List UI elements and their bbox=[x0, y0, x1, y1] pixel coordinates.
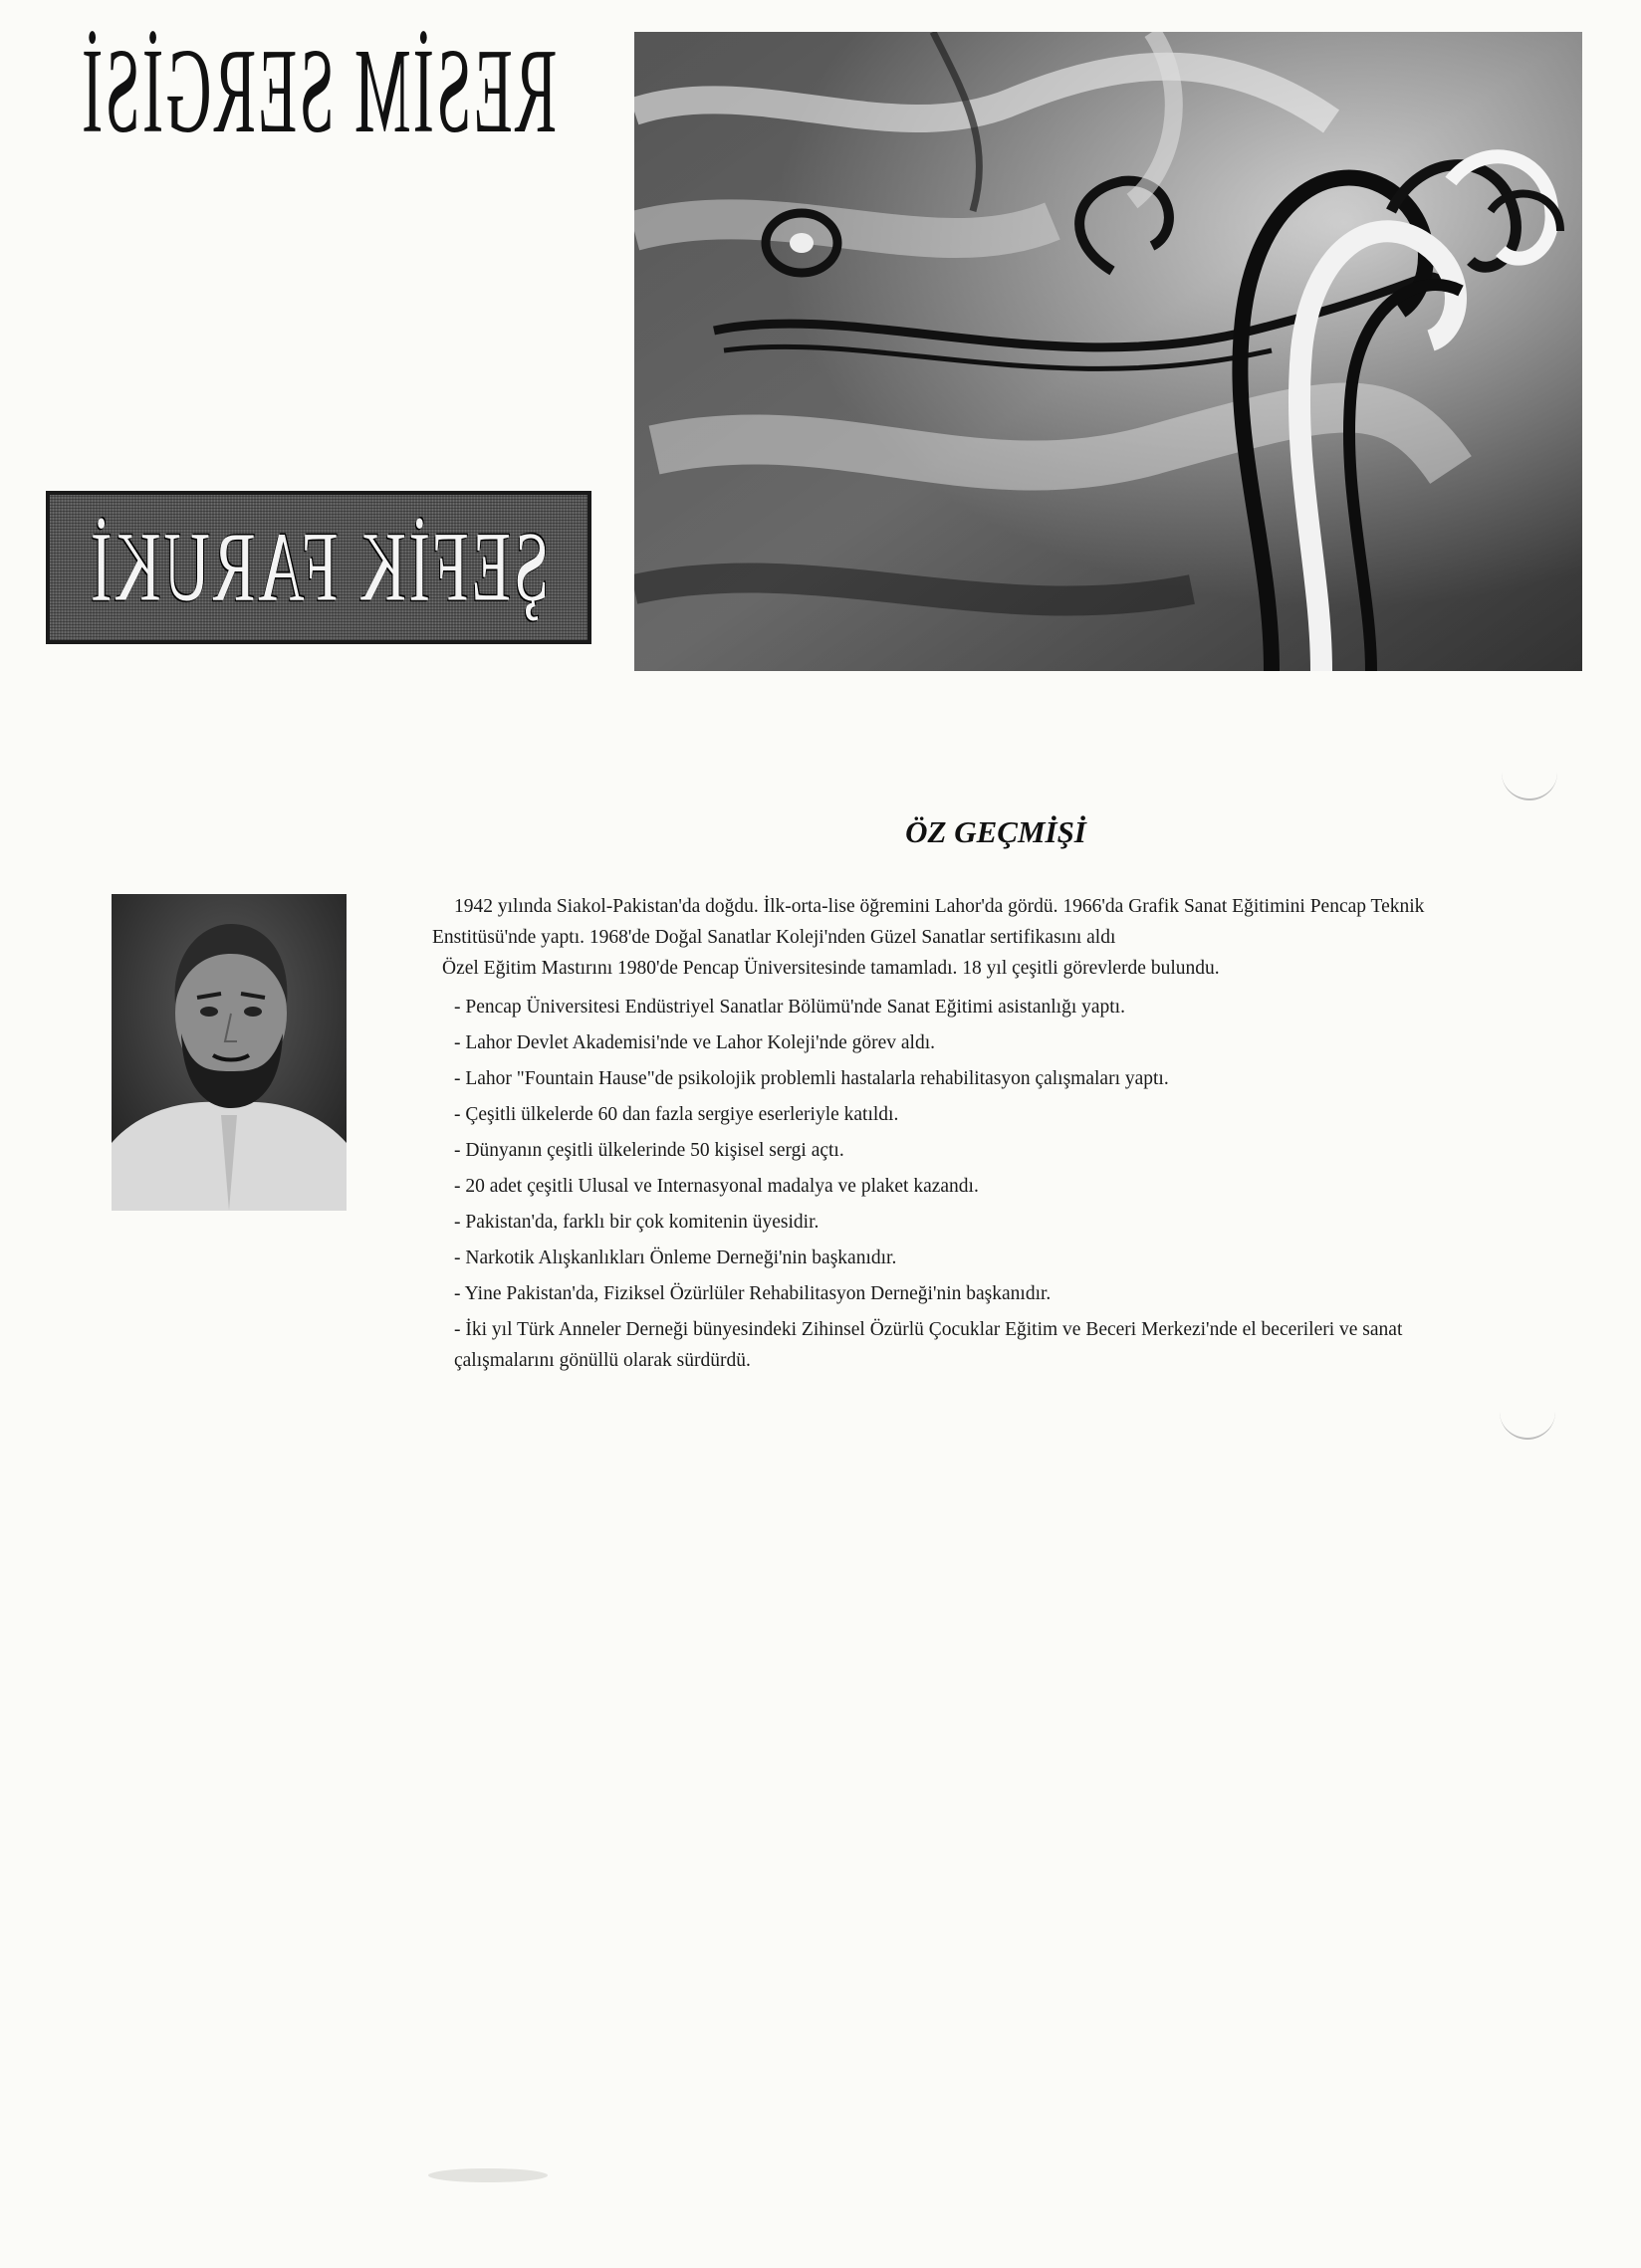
painting-image bbox=[634, 32, 1582, 671]
header-title-text: RESİM SERGİSİ bbox=[80, 23, 558, 158]
portrait-photo bbox=[112, 894, 347, 1211]
list-item: - Lahor "Fountain Hause"de psikolojik problemli hastalarla rehabilitasyon çalışmaları yaptı. bbox=[454, 1068, 1169, 1089]
list-item: - Lahor Devlet Akademisi'nde ve Lahor Koleji'nde görev aldı. bbox=[454, 1032, 935, 1053]
painting-art bbox=[634, 32, 1582, 671]
list-item: - Pakistan'da, farklı bir çok komitenin üyesidir. bbox=[454, 1212, 820, 1233]
list-item: - Yine Pakistan'da, Fiziksel Özürlüler Rehabilitasyon Derneği'nin başkanıdır. bbox=[454, 1283, 1052, 1304]
list-item: - Çeşitli ülkelerde 60 dan fazla sergiye eserleriyle katıldı. bbox=[454, 1104, 899, 1125]
portrait-art bbox=[112, 894, 347, 1211]
paper-scuff bbox=[428, 2168, 548, 2182]
list-item: - Dünyanın çeşitli ülkelerinde 50 kişisel sergi açtı. bbox=[454, 1140, 844, 1161]
artist-name-text: ŞEFİK FARUKİ bbox=[88, 512, 550, 622]
header-title bbox=[40, 2, 597, 181]
list-item: - İki yıl Türk Anneler Derneği bünyesindeki Zihinsel Özürlü Çocuklar Eğitim ve Beceri Merkezi'nde el becerileri ve sanat çalışmalarını gönüllü olarak sürdürdü. bbox=[454, 1319, 1403, 1371]
bio-list bbox=[432, 992, 1463, 1376]
binder-hole-bottom bbox=[1500, 1406, 1555, 1440]
list-item: - Narkotik Alışkanlıkları Önleme Derneği'nin başkanıdır. bbox=[454, 1247, 897, 1268]
binder-hole-top bbox=[1502, 767, 1557, 800]
biography-text bbox=[432, 891, 1463, 1381]
bio-intro-line-2: Özel Eğitim Mastırını 1980'de Pencap Üniversitesinde tamamladı. 18 yıl çeşitli görevlerde bulundu. bbox=[442, 958, 1220, 979]
section-heading: ÖZ GEÇMİŞİ bbox=[905, 814, 1086, 849]
list-item: - 20 adet çeşitli Ulusal ve Internasyonal madalya ve plaket kazandı. bbox=[454, 1176, 979, 1197]
artist-name-banner bbox=[46, 491, 591, 644]
list-item: - Pencap Üniversitesi Endüstriyel Sanatlar Bölümü'nde Sanat Eğitimi asistanlığı yaptı. bbox=[454, 997, 1125, 1018]
bio-intro-line-1: 1942 yılında Siakol-Pakistan'da doğdu. İlk-orta-lise öğremini Lahor'da gördü. 1966'da Grafik Sanat Eğitimini Pencap Teknik Enstitüsü'nde yaptı. 1968'de Doğal Sanatlar Koleji'nden Güzel Sanatlar sertifikasını aldı bbox=[432, 896, 1425, 948]
